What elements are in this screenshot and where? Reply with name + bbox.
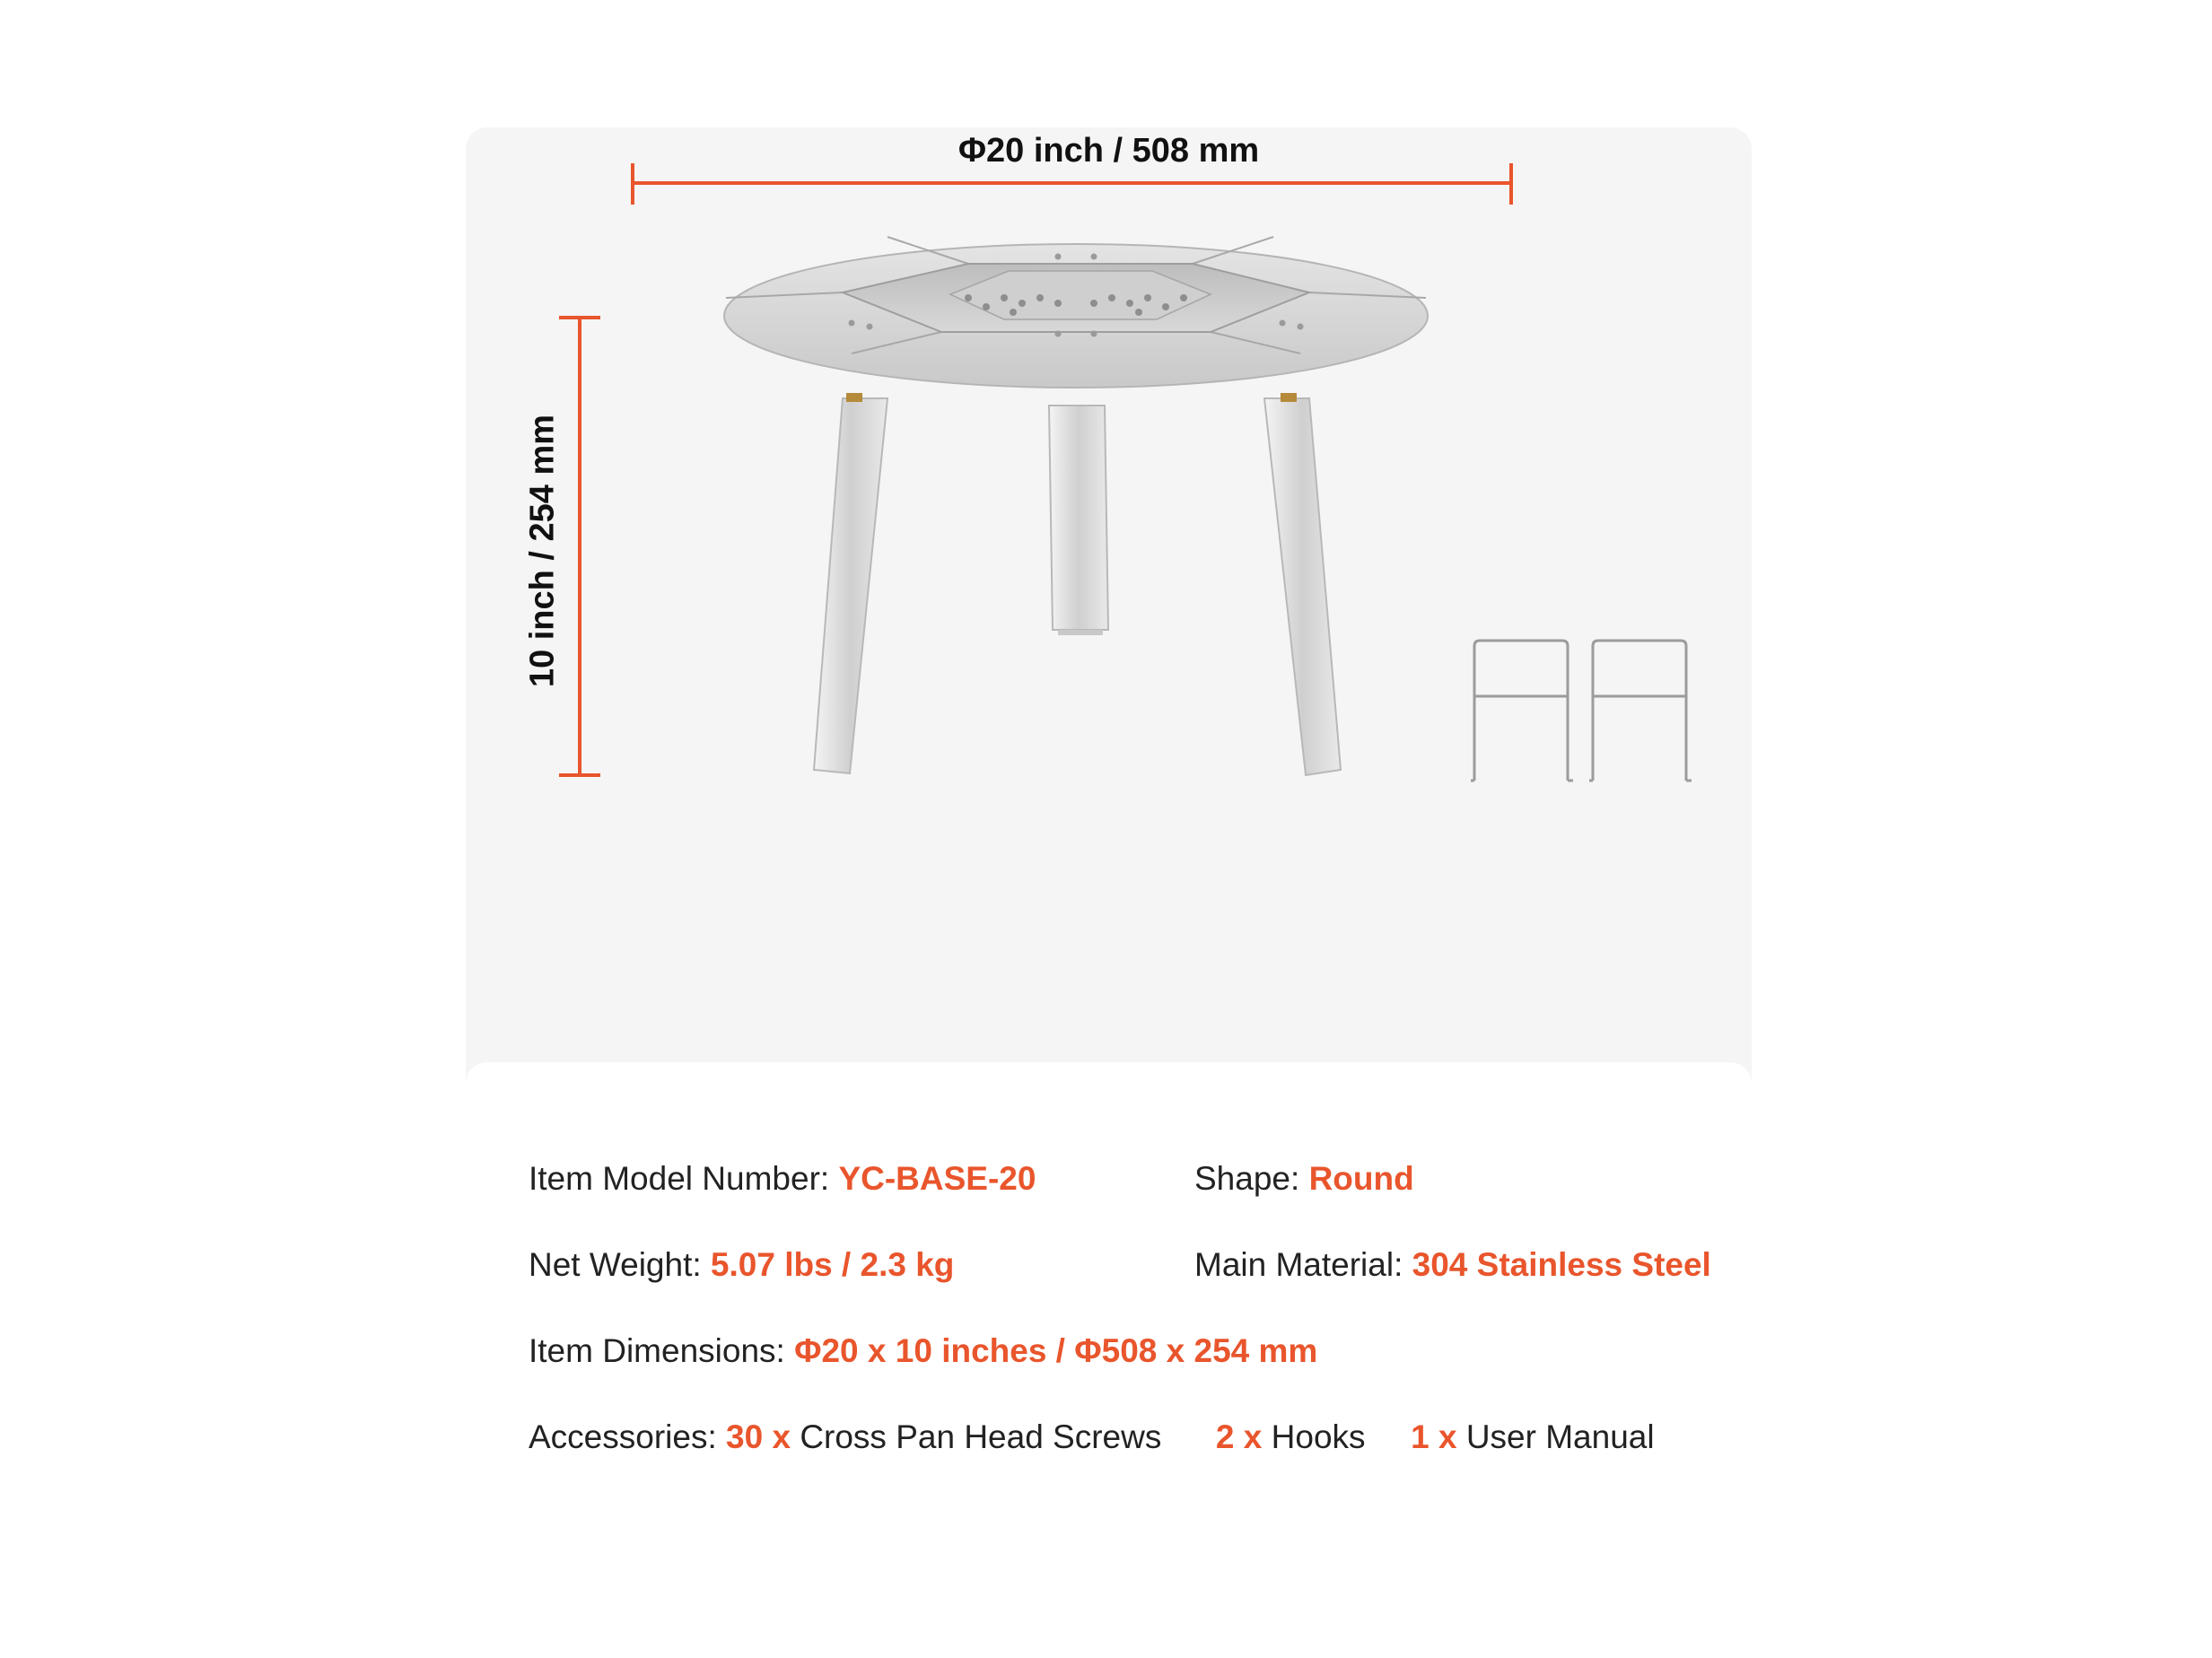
fire-pit-stand-illustration — [466, 127, 1752, 1060]
spec-weight-value: 5.07 lbs / 2.3 kg — [710, 1246, 955, 1283]
spec-net-weight — [529, 1245, 954, 1285]
product-card — [466, 127, 1752, 1532]
back-leg — [1049, 406, 1108, 635]
spec-material-value: 304 Stainless Steel — [1412, 1246, 1711, 1283]
width-dimension-label: Φ20 inch / 508 mm — [957, 132, 1260, 170]
spec-accessories — [529, 1418, 1655, 1457]
spec-model-number — [529, 1159, 1036, 1199]
height-dimension-line — [559, 318, 600, 775]
accessory-name: Hooks — [1271, 1418, 1366, 1455]
accessory-qty: 2 x — [1215, 1418, 1263, 1455]
height-dimension-text: 10 inch / 254 mm — [523, 414, 562, 688]
product-image — [466, 127, 1752, 1060]
accessory-qty: 30 x — [726, 1418, 791, 1455]
spec-weight-label: Net Weight: — [529, 1246, 702, 1283]
spec-shape-label: Shape: — [1194, 1160, 1300, 1197]
spec-model-value: YC-BASE-20 — [838, 1160, 1036, 1197]
spec-dimensions-value: Φ20 x 10 inches / Φ508 x 254 mm — [794, 1332, 1318, 1369]
spec-model-label: Item Model Number: — [529, 1160, 830, 1197]
spec-accessories-label: Accessories: — [529, 1418, 717, 1455]
spec-item-dimensions — [529, 1331, 1317, 1371]
table-top — [724, 237, 1428, 388]
specifications-panel — [466, 1062, 1752, 1532]
front-left-leg — [814, 393, 887, 773]
spec-shape — [1194, 1159, 1414, 1199]
front-right-leg — [1264, 393, 1341, 775]
hooks-accessory — [1471, 641, 1692, 781]
spec-main-material — [1194, 1245, 1711, 1285]
accessory-name: Cross Pan Head Screws — [800, 1418, 1162, 1455]
spec-dimensions-label: Item Dimensions: — [529, 1332, 785, 1369]
spec-shape-value: Round — [1308, 1160, 1414, 1197]
spec-material-label: Main Material: — [1194, 1246, 1403, 1283]
accessory-name: User Manual — [1465, 1418, 1655, 1455]
accessory-qty: 1 x — [1411, 1418, 1457, 1455]
